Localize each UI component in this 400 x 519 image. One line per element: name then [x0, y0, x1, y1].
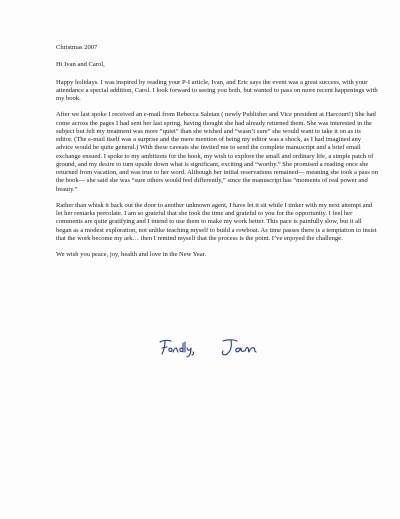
letter-date: Christmas 2007 — [56, 44, 98, 51]
letter-salutation: Hi Ivan and Carol, — [56, 61, 105, 69]
handwritten-signature — [157, 337, 267, 359]
paragraph-next-steps: Rather than whisk it back out the door to another unknown agent, I have let it sit while I tinker with my next attempt and let her remarks percolate. I am so grateful that she took the time and grateful to you for the opportunity. I feel her comments are quite gratifying and I intend to use them to make my work better. This pace is painfully slow, but it all began as a modest exploration, not unlike teaching myself to build a rowboat. As time passes there is a temptation to insist that the work become my ark… then I remind myself that the process is the point. I’ve enjoyed the challenge. — [56, 201, 377, 242]
paragraph-holidays: Happy holidays. I was inspired by reading your P-I article, Ivan, and Eric says the event was a great success, with your attendance a special addition, Carol. I look forward to seeing you both, but wanted to pass on more recent happenings with my book. — [56, 78, 378, 102]
letter-closing: We wish you peace, joy, health and love in the New Year. — [56, 251, 207, 258]
letter-body — [56, 44, 378, 263]
paragraph-editor-email: After we last spoke I received an e-mail from Rebecca Saletan ( newly Publisher and Vice president at Harcourt!) She had come across the pages I had sent her last spring, having thought she had already returned them. She was interested in the subject but felt my treatment was more “quiet” than she wished and “wasn’t sure” she would want to take it on as its editor. (The e-mail itself was a surprise and the mere mention of being my editor was a shock, as I had imagined any advice would be quite general.) With these caveats she invited me to send the complete manuscript and a brief email exchange ensued. I spoke to my ambitions for the book, my wish to explore the small and ordinary life, a simple patch of ground, and my desire to turn upside down what is significant, exciting and “worthy.” She promised a reading once she returned from vacation, and was true to her word. Although her initial reservations remained— meaning she took a pass on the book— she said she was “sure others would feel differently,” since the manuscript has “moments of real power and beauty.” — [56, 111, 378, 193]
